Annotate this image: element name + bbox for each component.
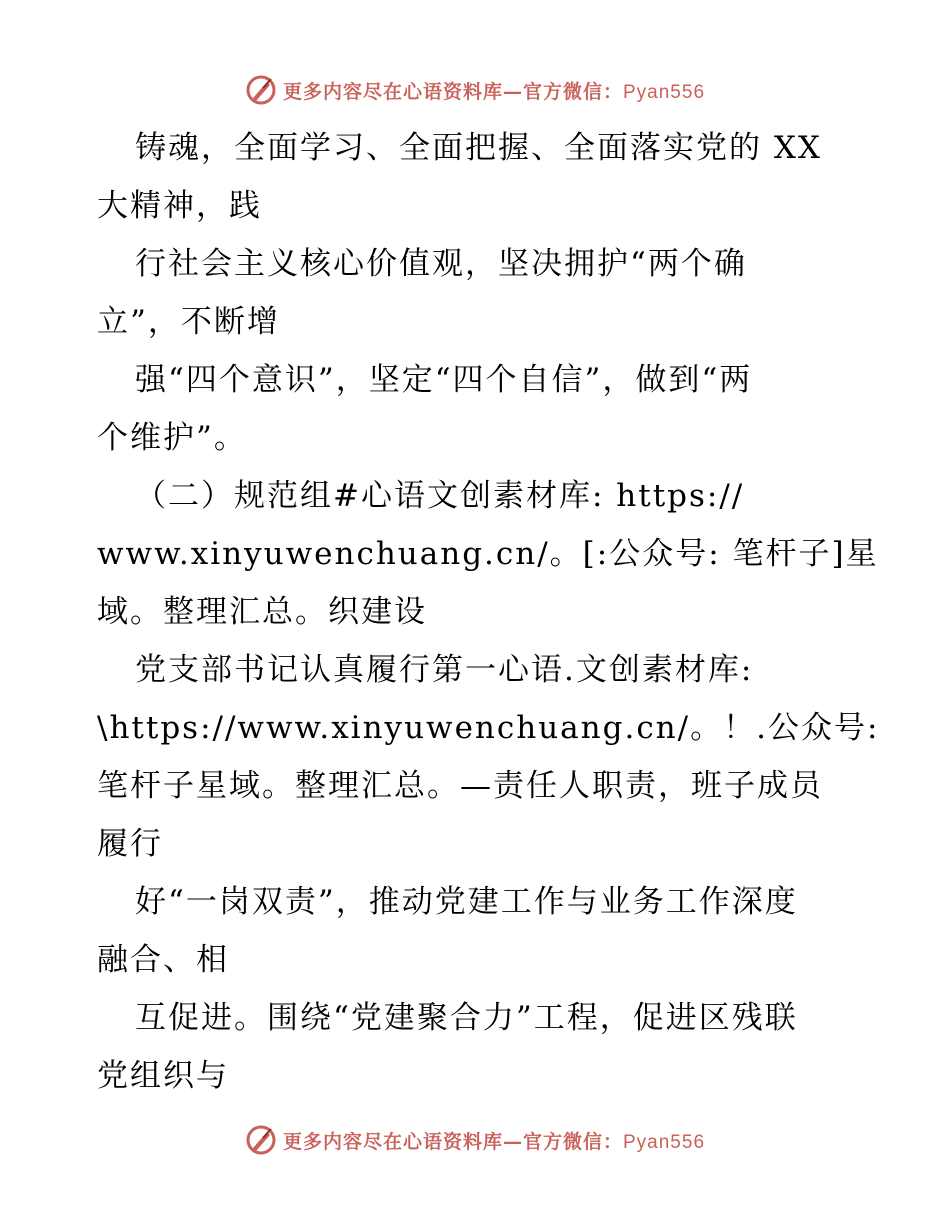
- body-line: （二）规范组#心语文创素材库: https://: [135, 478, 745, 514]
- body-line: 履行: [97, 826, 163, 862]
- body-line: 域。整理汇总。织建设: [97, 594, 427, 630]
- body-line: 党组织与: [97, 1058, 229, 1094]
- red-quill-logo-icon: [245, 74, 277, 106]
- document-body: [97, 119, 880, 1105]
- body-line: 大精神，践: [97, 188, 262, 224]
- footer-separator: —: [502, 1130, 523, 1153]
- footer-site-text: 更多内容尽在心语资料库: [282, 1130, 503, 1153]
- footer-wechat-id: Pyan556: [623, 1131, 706, 1153]
- body-line: 好“一岗双责”，推动党建工作与业务工作深度: [135, 884, 798, 920]
- body-line: 强“四个意识”，坚定“四个自信”，做到“两: [135, 362, 753, 398]
- header-banner-text: [283, 77, 705, 104]
- body-line: 个维护”。: [97, 420, 247, 456]
- header-wechat-id: Pyan556: [623, 81, 706, 103]
- body-line: www.xinyuwenchuang.cn/。[:公众号: 笔杆子]星: [97, 536, 879, 572]
- body-line: 立”，不断增: [97, 304, 280, 340]
- body-line: 融合、相: [97, 942, 229, 978]
- body-line: \https://www.xinyuwenchuang.cn/。！.公众号:: [97, 710, 880, 746]
- header-separator: —: [502, 80, 523, 103]
- footer-wechat-label: 官方微信：: [522, 1130, 623, 1153]
- body-line: 笔杆子星域。整理汇总。—责任人职责，班子成员: [97, 768, 823, 804]
- body-line: 行社会主义核心价值观，坚决拥护“两个确: [135, 246, 747, 282]
- body-line: 互促进。围绕“党建聚合力”工程，促进区残联: [135, 1000, 798, 1036]
- header-wechat-label: 官方微信：: [522, 80, 623, 103]
- body-line: 铸魂，全面学习、全面把握、全面落实党的 XX: [135, 130, 822, 166]
- header-banner: [0, 70, 950, 110]
- red-quill-logo-icon: [245, 1124, 277, 1156]
- body-line: 党支部书记认真履行第一心语.文创素材库:: [135, 652, 754, 688]
- footer-banner: [0, 1120, 950, 1160]
- header-site-text: 更多内容尽在心语资料库: [282, 80, 503, 103]
- footer-banner-text: [283, 1127, 705, 1154]
